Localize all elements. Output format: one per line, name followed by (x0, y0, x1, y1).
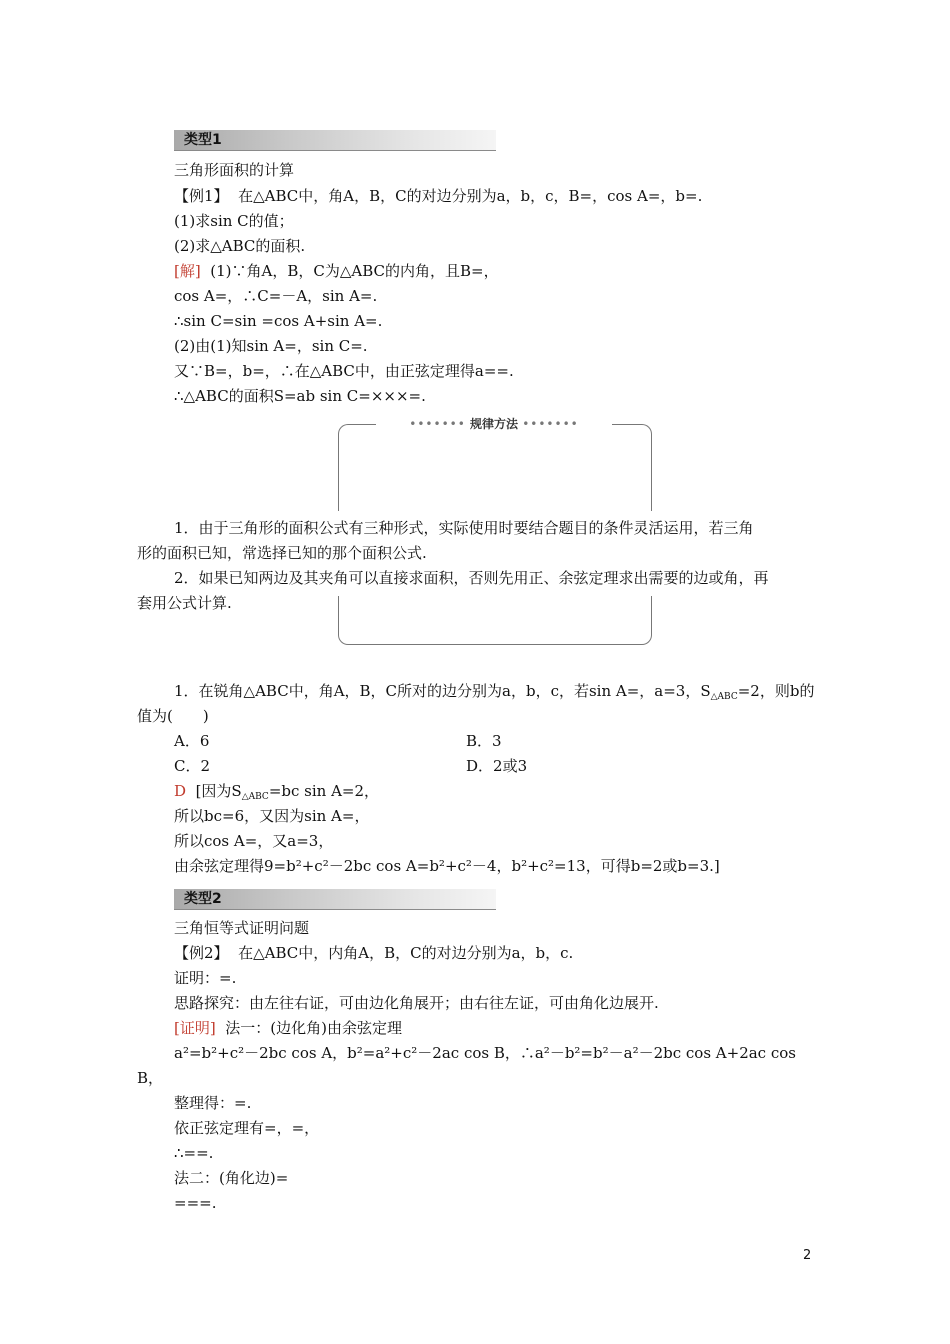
solution-line-1-text: (1)∵角A，B，C为△ABC的内角，且B=， (210, 262, 499, 280)
proof-tag: [证明] (174, 1019, 216, 1037)
exercise1-stem-sub: △ABC (710, 692, 738, 702)
proof-equation-2: 整理得：=. (174, 1094, 252, 1112)
exercise1-stem-b: =2，则b的 (737, 682, 815, 700)
prove-statement: 证明：=. (174, 969, 237, 987)
answer-line-2: 所以bc=6，又因为sin A=， (174, 807, 370, 825)
type1-title: 三角形面积的计算 (174, 161, 295, 179)
solution-line-2: cos A=，∴C=－A，sin A=. (174, 287, 378, 305)
page-number: 2 (803, 1248, 812, 1263)
question-2: (2)求△ABC的面积. (174, 237, 306, 255)
proof-equation-3: 依正弦定理有=，=， (174, 1119, 320, 1137)
example1 (174, 186, 702, 206)
type2-header (174, 889, 496, 910)
answer-line-4: 由余弦定理得9=b²+c²－2bc cos A=b²+c²－4，b²+c²=13，可得b=2或b=3.] (174, 857, 720, 875)
type2-header-label: 类型2 (184, 891, 222, 907)
example2-label: 【例2】 (174, 944, 229, 962)
answer-line-1 (174, 781, 379, 801)
method-p2-line1: 2．如果已知两边及其夹角可以直接求面积，否则先用正、余弦定理求出需要的边或角，再 (174, 569, 769, 587)
exercise1-stem-a: 1．在锐角△ABC中，角A，B，C所对的边分别为a，b，c，若sin A=，a=3，S (174, 682, 711, 700)
answer-letter: D (174, 782, 187, 800)
proof-method-2: 法二：(角化边)= (174, 1169, 289, 1187)
proof-equation-1: a²=b²+c²－2bc cos A，b²=a²+c²－2ac cos B，∴a²－b²=b²－a²－2bc cos A+2ac cos (174, 1044, 796, 1062)
example2 (174, 943, 573, 963)
method-dots-left: ••••••• (409, 417, 466, 431)
solution-line-3: ∴sin C=sin =cos A+sin A=. (174, 312, 383, 330)
answer-line-1-a: [因为S (195, 782, 242, 800)
solution-line-6: ∴△ABC的面积S=ab sin C=×××=. (174, 387, 426, 405)
type2-title: 三角恒等式证明问题 (174, 919, 310, 937)
exercise1-stem-line2: 值为( ) (137, 707, 209, 725)
idea-statement: 思路探究：由左往右证，可由边化角展开；由右往左证，可由角化边展开. (174, 994, 659, 1012)
method-box-bottom (338, 596, 652, 645)
answer-line-1-sub: △ABC (241, 792, 269, 802)
solution-line-4: (2)由(1)知sin A=，sin C=. (174, 337, 368, 355)
example1-label: 【例1】 (174, 187, 229, 205)
proof-equation-4: ∴==. (174, 1144, 214, 1162)
method-p1-line1: 1．由于三角形的面积公式有三种形式，实际使用时要结合题目的条件灵活运用，若三角 (174, 519, 754, 537)
method-p1-line2: 形的面积已知，常选择已知的那个面积公式. (137, 544, 427, 562)
option-a: A．6 (174, 732, 210, 750)
example2-text: 在△ABC中，内角A，B，C的对边分别为a，b，c. (238, 944, 574, 962)
solution-tag: [解] (174, 262, 201, 280)
method-label-text: 规律方法 (469, 417, 518, 431)
proof-method-1 (174, 1018, 402, 1038)
question-1: (1)求sin C的值； (174, 212, 294, 230)
option-d: D．2或3 (466, 757, 528, 775)
proof-method-1-text: 法一：(边化角)由余弦定理 (225, 1019, 402, 1037)
proof-equation-5: ===. (174, 1194, 217, 1212)
method-p2-line2: 套用公式计算. (137, 594, 232, 612)
solution-line-1 (174, 261, 499, 281)
answer-line-1-b: =bc sin A=2， (268, 782, 380, 800)
method-dots-right: ••••••• (522, 417, 579, 431)
type1-header (174, 130, 496, 151)
method-label (376, 415, 612, 433)
option-c: C．2 (174, 757, 211, 775)
solution-line-5: 又∵B=，b=，∴在△ABC中，由正弦定理得a==. (174, 362, 514, 380)
option-b: B．3 (466, 732, 502, 750)
exercise1-stem-line1 (174, 681, 814, 701)
method-box-top (338, 424, 652, 511)
example1-text: 在△ABC中，角A，B，C的对边分别为a，b，c，B=，cos A=，b=. (238, 187, 703, 205)
type1-header-label: 类型1 (184, 132, 222, 148)
answer-line-3: 所以cos A=，又a=3， (174, 832, 334, 850)
proof-equation-1-cont: B， (137, 1069, 164, 1087)
